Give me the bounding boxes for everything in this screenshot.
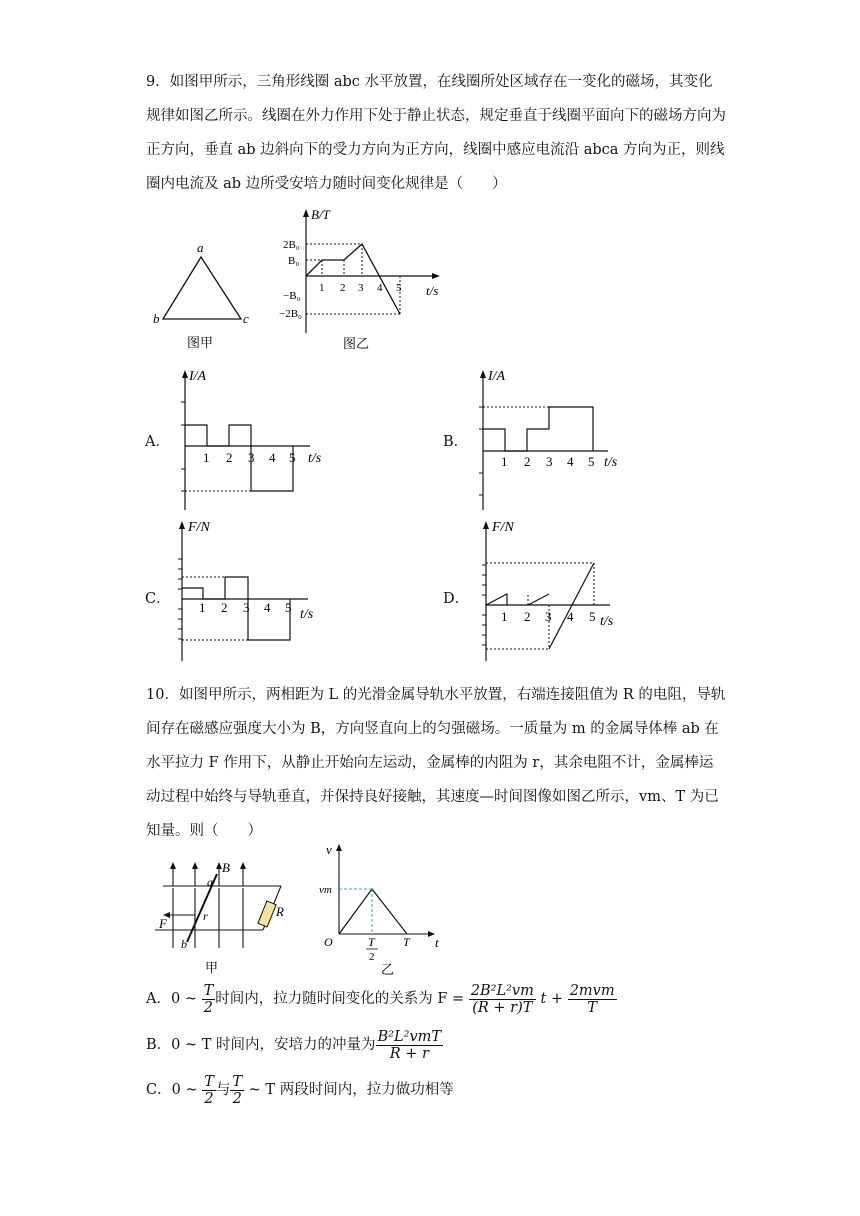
frac-num: T [204,1073,214,1090]
option-label: A． [146,991,171,1007]
y-axis-label: F/N [188,520,210,535]
y-tick: −2B₀ [279,308,302,320]
x-tick: 5 [285,600,292,615]
r-label: r [203,909,208,923]
figure-jia-caption: 甲 [205,960,219,975]
vertex-b-label: b [153,311,160,326]
b-end-label: b [181,937,187,951]
x-tick: 2 [221,600,228,615]
f-label: F [159,916,167,931]
q10-option-b [146,1028,443,1062]
y-tick: B₀ [288,255,300,267]
question-9-text: 9．如图甲所示，三角形线圈 abc 水平放置，在线圈所处区域存在一变化的磁场，其变化规律如图乙所示。线圈在外力作用下处于静止状态，规定垂直于线圈平面向下的磁场方向为正方向，垂直 ab 边斜向下的受力方向为正方向，线圈中感应电流沿 abca 方向为正，则线圈内电流及 ab 边所受安培力随时间变化规律是（ ） [146,74,726,192]
x-tick: 3 [243,600,250,615]
figure-10-yi-graph [315,840,455,980]
x-tick: 2 [524,609,531,624]
y-axis-label: F/N [492,520,514,535]
frac-den: 2 [204,1090,214,1107]
question-10-text: 10．如图甲所示，两相距为 L 的光滑金属导轨水平放置，右端连接阻值为 R 的电阻，导轨间存在磁感应强度大小为 B，方向竖直向上的匀强磁场。一质量为 m 的金属导体棒 ab 在水平拉力 F 作用下，从静止开始向左运动，金属棒的内阻为 r，其余电阻不计，金属棒运动过程中始终与导轨垂直，并保持良好接触，其速度—时间图像如图乙所示，vm、T 为已知量。则（ ） [146,687,726,839]
y-tick: −B₀ [283,290,301,302]
x-axis-label: t/s [308,451,322,466]
option-c-label: C． [145,591,171,607]
y-axis-label: I/A [488,369,506,384]
x-tick: 1 [319,282,325,294]
option-c-graph [168,515,338,665]
x-tick: 1 [203,450,210,465]
figure-9-jia-triangle [145,240,265,350]
x-axis-label: t/s [426,283,439,298]
option-b-label: B． [443,434,469,450]
frac-num: B²L²vmT [377,1028,442,1045]
frac-den: 2 [232,1090,242,1107]
x-tick: 1 [501,454,508,469]
x-tick: 5 [588,454,595,469]
option-text: ~ T 两段时间内，拉力做功相等 [244,1082,454,1098]
half-t-den: 2 [369,951,375,963]
option-text: 与 [215,1082,231,1098]
t-label: T [403,935,410,949]
frac-den: T [587,999,597,1016]
frac-num: 2B²L²vm [470,982,534,999]
x-axis-label: t/s [604,455,618,470]
force-curve [486,563,594,649]
x-tick: 3 [248,450,255,465]
vm-label: vm [319,884,332,896]
option-d-graph [470,515,640,665]
frac-num: T [232,1073,243,1090]
x-tick: 4 [567,609,574,624]
resistor-r-label: R [276,904,284,919]
current-curve [185,425,293,491]
option-text: 时间内，拉力随时间变化的关系为 F = [215,991,469,1007]
option-label: B． [146,1037,172,1053]
figure-jia-caption: 图甲 [187,335,214,350]
x-axis-label: t/s [600,614,614,629]
y-tick: 2B₀ [283,239,300,251]
x-tick: 2 [524,454,531,469]
option-text: 0 ~ T 时间内，安培力的冲量为 [171,1037,376,1053]
resistor [258,901,276,927]
frac-num: T [203,982,214,999]
b-label: B [222,860,230,875]
y-axis-label: B/T [311,207,330,222]
v-axis-label: v [326,842,332,857]
option-a-label: A． [145,434,170,450]
option-d-label: D． [443,591,470,607]
x-axis-label: t/s [300,607,314,622]
x-tick: 3 [546,454,553,469]
x-tick: 2 [226,450,233,465]
x-tick: 1 [501,609,508,624]
frac-den: 2 [203,999,214,1016]
current-curve [483,407,593,451]
b-field-curve [306,244,400,314]
x-tick: 5 [289,450,296,465]
figure-yi-caption: 乙 [381,962,395,977]
a-label: a [207,875,213,889]
x-tick: 5 [396,282,402,294]
origin-label: O [324,935,333,949]
vertex-a-label: a [197,240,204,255]
x-tick: 1 [199,600,206,615]
figure-10-jia-rails [155,852,295,982]
figure-9-yi-graph [278,205,458,355]
vertex-c-label: c [243,311,249,326]
x-tick: 4 [567,454,574,469]
x-tick: 3 [358,282,364,294]
option-text: 0 ~ [170,991,202,1007]
x-tick: 3 [545,609,552,624]
t-axis-label: t [435,935,439,950]
x-tick: 5 [589,609,596,624]
option-text: 0 ~ [171,1082,203,1098]
x-tick: 4 [269,450,276,465]
frac-den: (R + r)T [472,999,533,1016]
velocity-curve [339,889,407,934]
option-label: C． [146,1082,172,1098]
x-tick: 2 [340,282,346,294]
frac-den: R + r [389,1045,429,1062]
frac-num: 2mvm [569,982,615,999]
figure-yi-caption: 图乙 [343,336,370,351]
option-a-graph [170,365,340,515]
x-tick: 4 [377,282,383,294]
y-axis-label: I/A [189,369,207,384]
option-b-graph [468,365,638,515]
q10-option-a [146,982,617,1016]
x-tick: 4 [264,600,271,615]
option-text: t + [535,991,568,1007]
q10-option-c [146,1073,454,1107]
half-t-num: T [368,935,375,949]
